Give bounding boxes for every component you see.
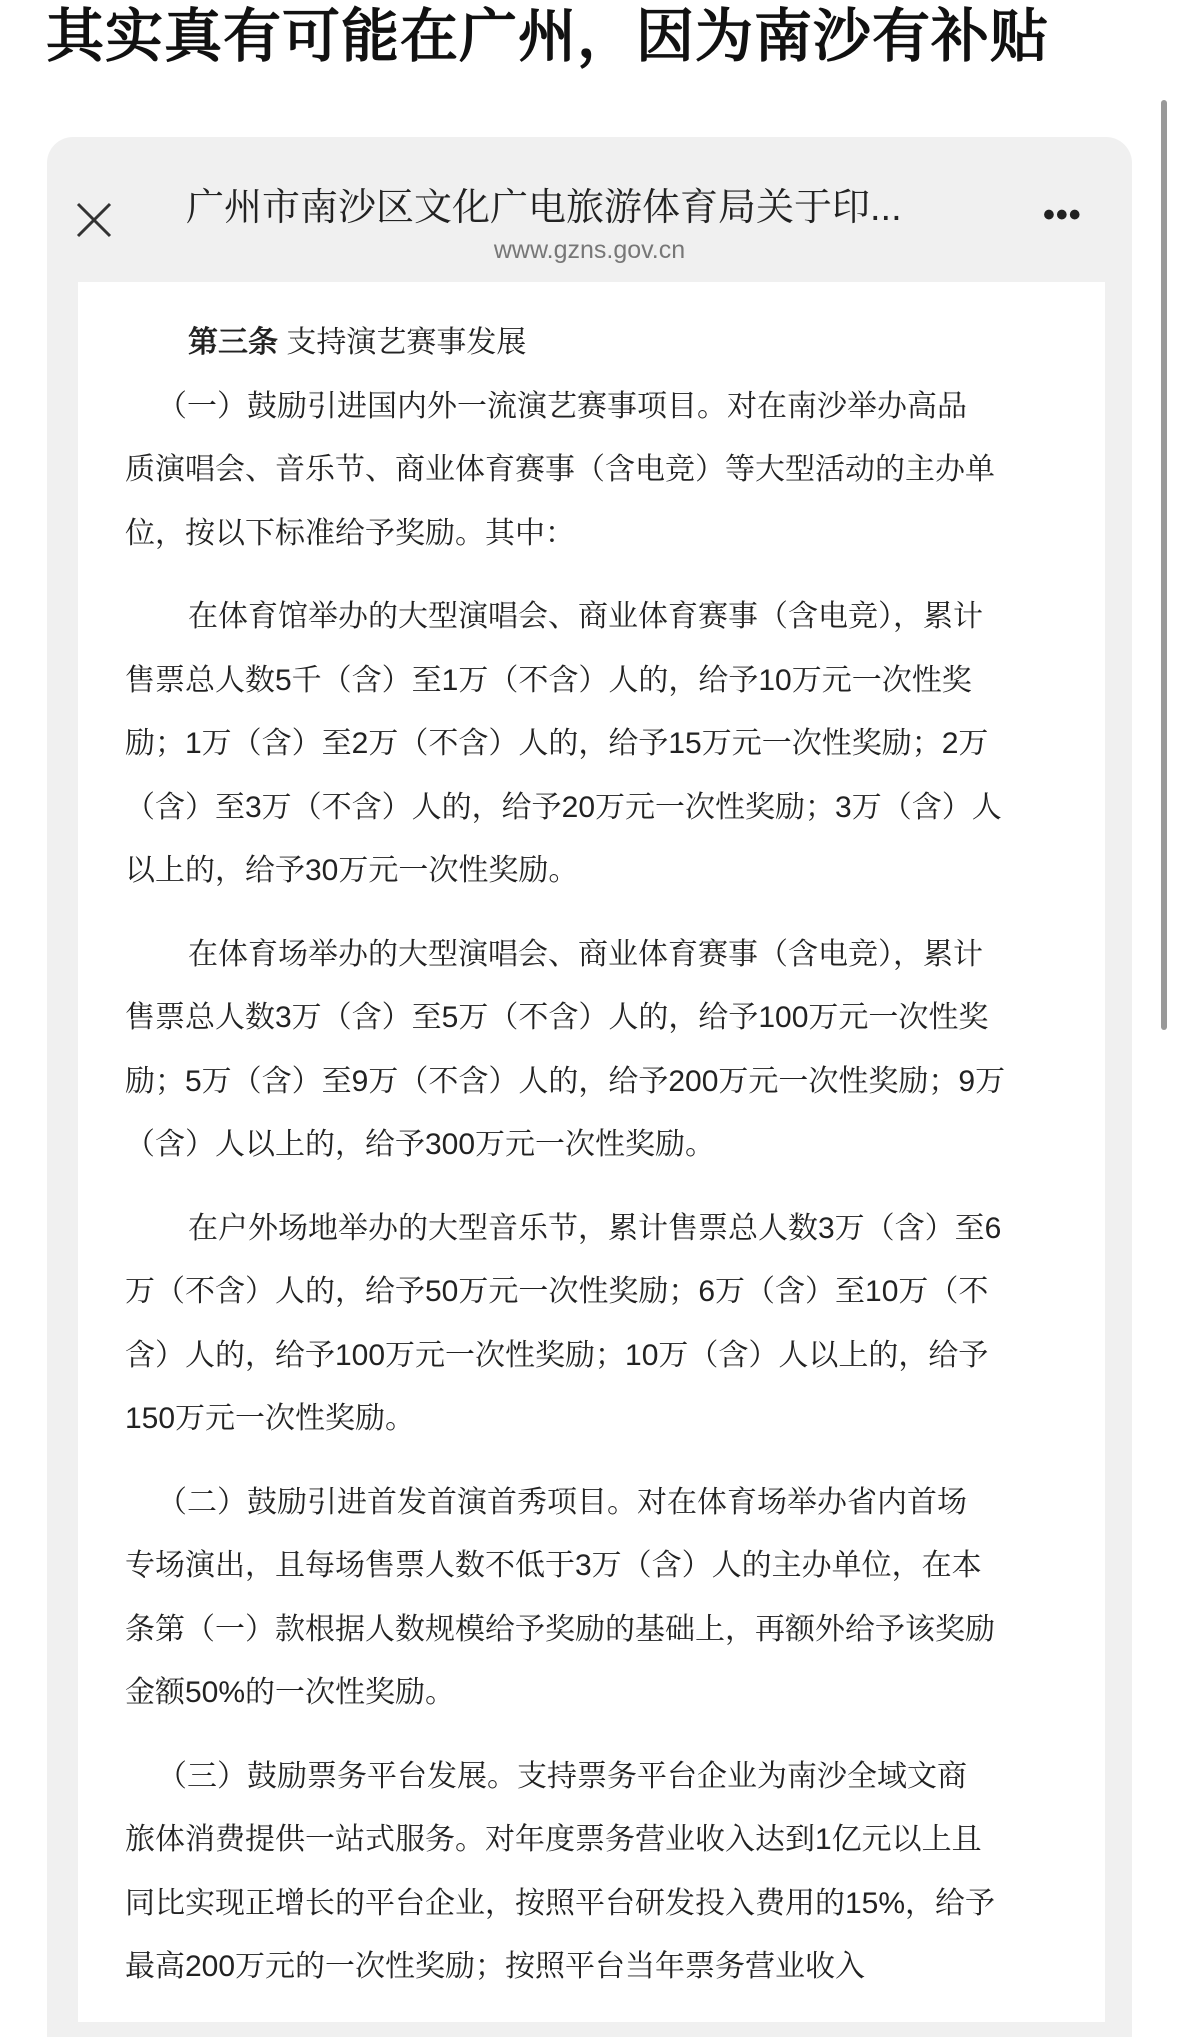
text-line: 含）人的，给予100万元一次性奖励；10万（含）人以上的，给予: [125, 1338, 989, 1372]
text-line: 条第（一）款根据人数规模给予奖励的基础上，再额外给予该奖励: [125, 1612, 995, 1646]
text-line: 万（不含）人的，给予50万元一次性奖励；6万（含）至10万（不: [125, 1275, 989, 1308]
page-url: www.gzns.gov.cn: [493, 236, 686, 264]
paragraph: [125, 1197, 1065, 1451]
text-line: 售票总人数3万（含）至5万（不含）人的，给予100万元一次性奖: [125, 1001, 989, 1034]
text-line: 以上的，给予30万元一次性奖励。: [125, 854, 579, 887]
text-line: 最高200万元的一次性奖励；按照平台当年票务营业收入: [125, 1950, 866, 1983]
text-line: （三）鼓励票务平台发展。支持票务平台企业为南沙全域文商: [157, 1759, 967, 1793]
post-headline: 其实真有可能在广州，因为南沙有补贴: [46, 4, 1050, 69]
text-line: 旅体消费提供一站式服务。对年度票务营业收入达到1亿元以上且: [125, 1823, 982, 1856]
paragraph: [125, 1471, 1065, 1725]
text-line: 质演唱会、音乐节、商业体育赛事（含电竞）等大型活动的主办单: [125, 453, 995, 486]
text-line: 在户外场地举办的大型音乐节，累计售票总人数3万（含）至6: [188, 1211, 1002, 1245]
text-line: 专场演出，且每场售票人数不低于3万（含）人的主办单位，在本: [125, 1549, 982, 1582]
text-line: 励；1万（含）至2万（不含）人的，给予15万元一次性奖励；2万: [125, 727, 989, 760]
text-line: （一）鼓励引进国内外一流演艺赛事项目。对在南沙举办高品: [157, 389, 967, 423]
document-body: [125, 311, 1065, 1999]
article-heading: [125, 311, 1065, 375]
text-line: 150万元一次性奖励。: [125, 1402, 416, 1435]
more-menu-button[interactable]: •••: [1043, 196, 1082, 234]
text-line: 同比实现正增长的平台企业，按照平台研发投入费用的15%，给予: [125, 1886, 996, 1920]
text-line: 金额50%的一次性奖励。: [125, 1676, 456, 1709]
paragraph: [125, 375, 1065, 566]
paragraph: [125, 1745, 1065, 1999]
text-line: （含）人以上的，给予300万元一次性奖励。: [125, 1128, 716, 1161]
paragraph: [125, 923, 1065, 1177]
article-title: 支持演艺赛事发展: [278, 326, 527, 359]
text-line: 在体育场举办的大型演唱会、商业体育赛事（含电竞），累计: [188, 937, 983, 971]
scrollbar[interactable]: [1161, 100, 1167, 1030]
paragraph: [125, 585, 1065, 903]
text-line: （二）鼓励引进首发首演首秀项目。对在体育场举办省内首场: [157, 1485, 967, 1519]
text-line: 在体育馆举办的大型演唱会、商业体育赛事（含电竞），累计: [188, 600, 983, 633]
close-icon[interactable]: [74, 200, 114, 240]
text-line: 售票总人数5千（含）至1万（不含）人的，给予10万元一次性奖: [125, 663, 972, 697]
text-line: 位，按以下标准给予奖励。其中：: [125, 516, 575, 550]
watermark: [925, 1942, 1160, 1992]
page-title: 广州市南沙区文化广电旅游体育局关于印...: [186, 187, 902, 229]
article-number: 第三条: [188, 326, 278, 359]
text-line: （含）至3万（不含）人的，给予20万元一次性奖励；3万（含）人: [125, 790, 1002, 824]
text-line: 励；5万（含）至9万（不含）人的，给予200万元一次性奖励；9万: [125, 1064, 1006, 1098]
